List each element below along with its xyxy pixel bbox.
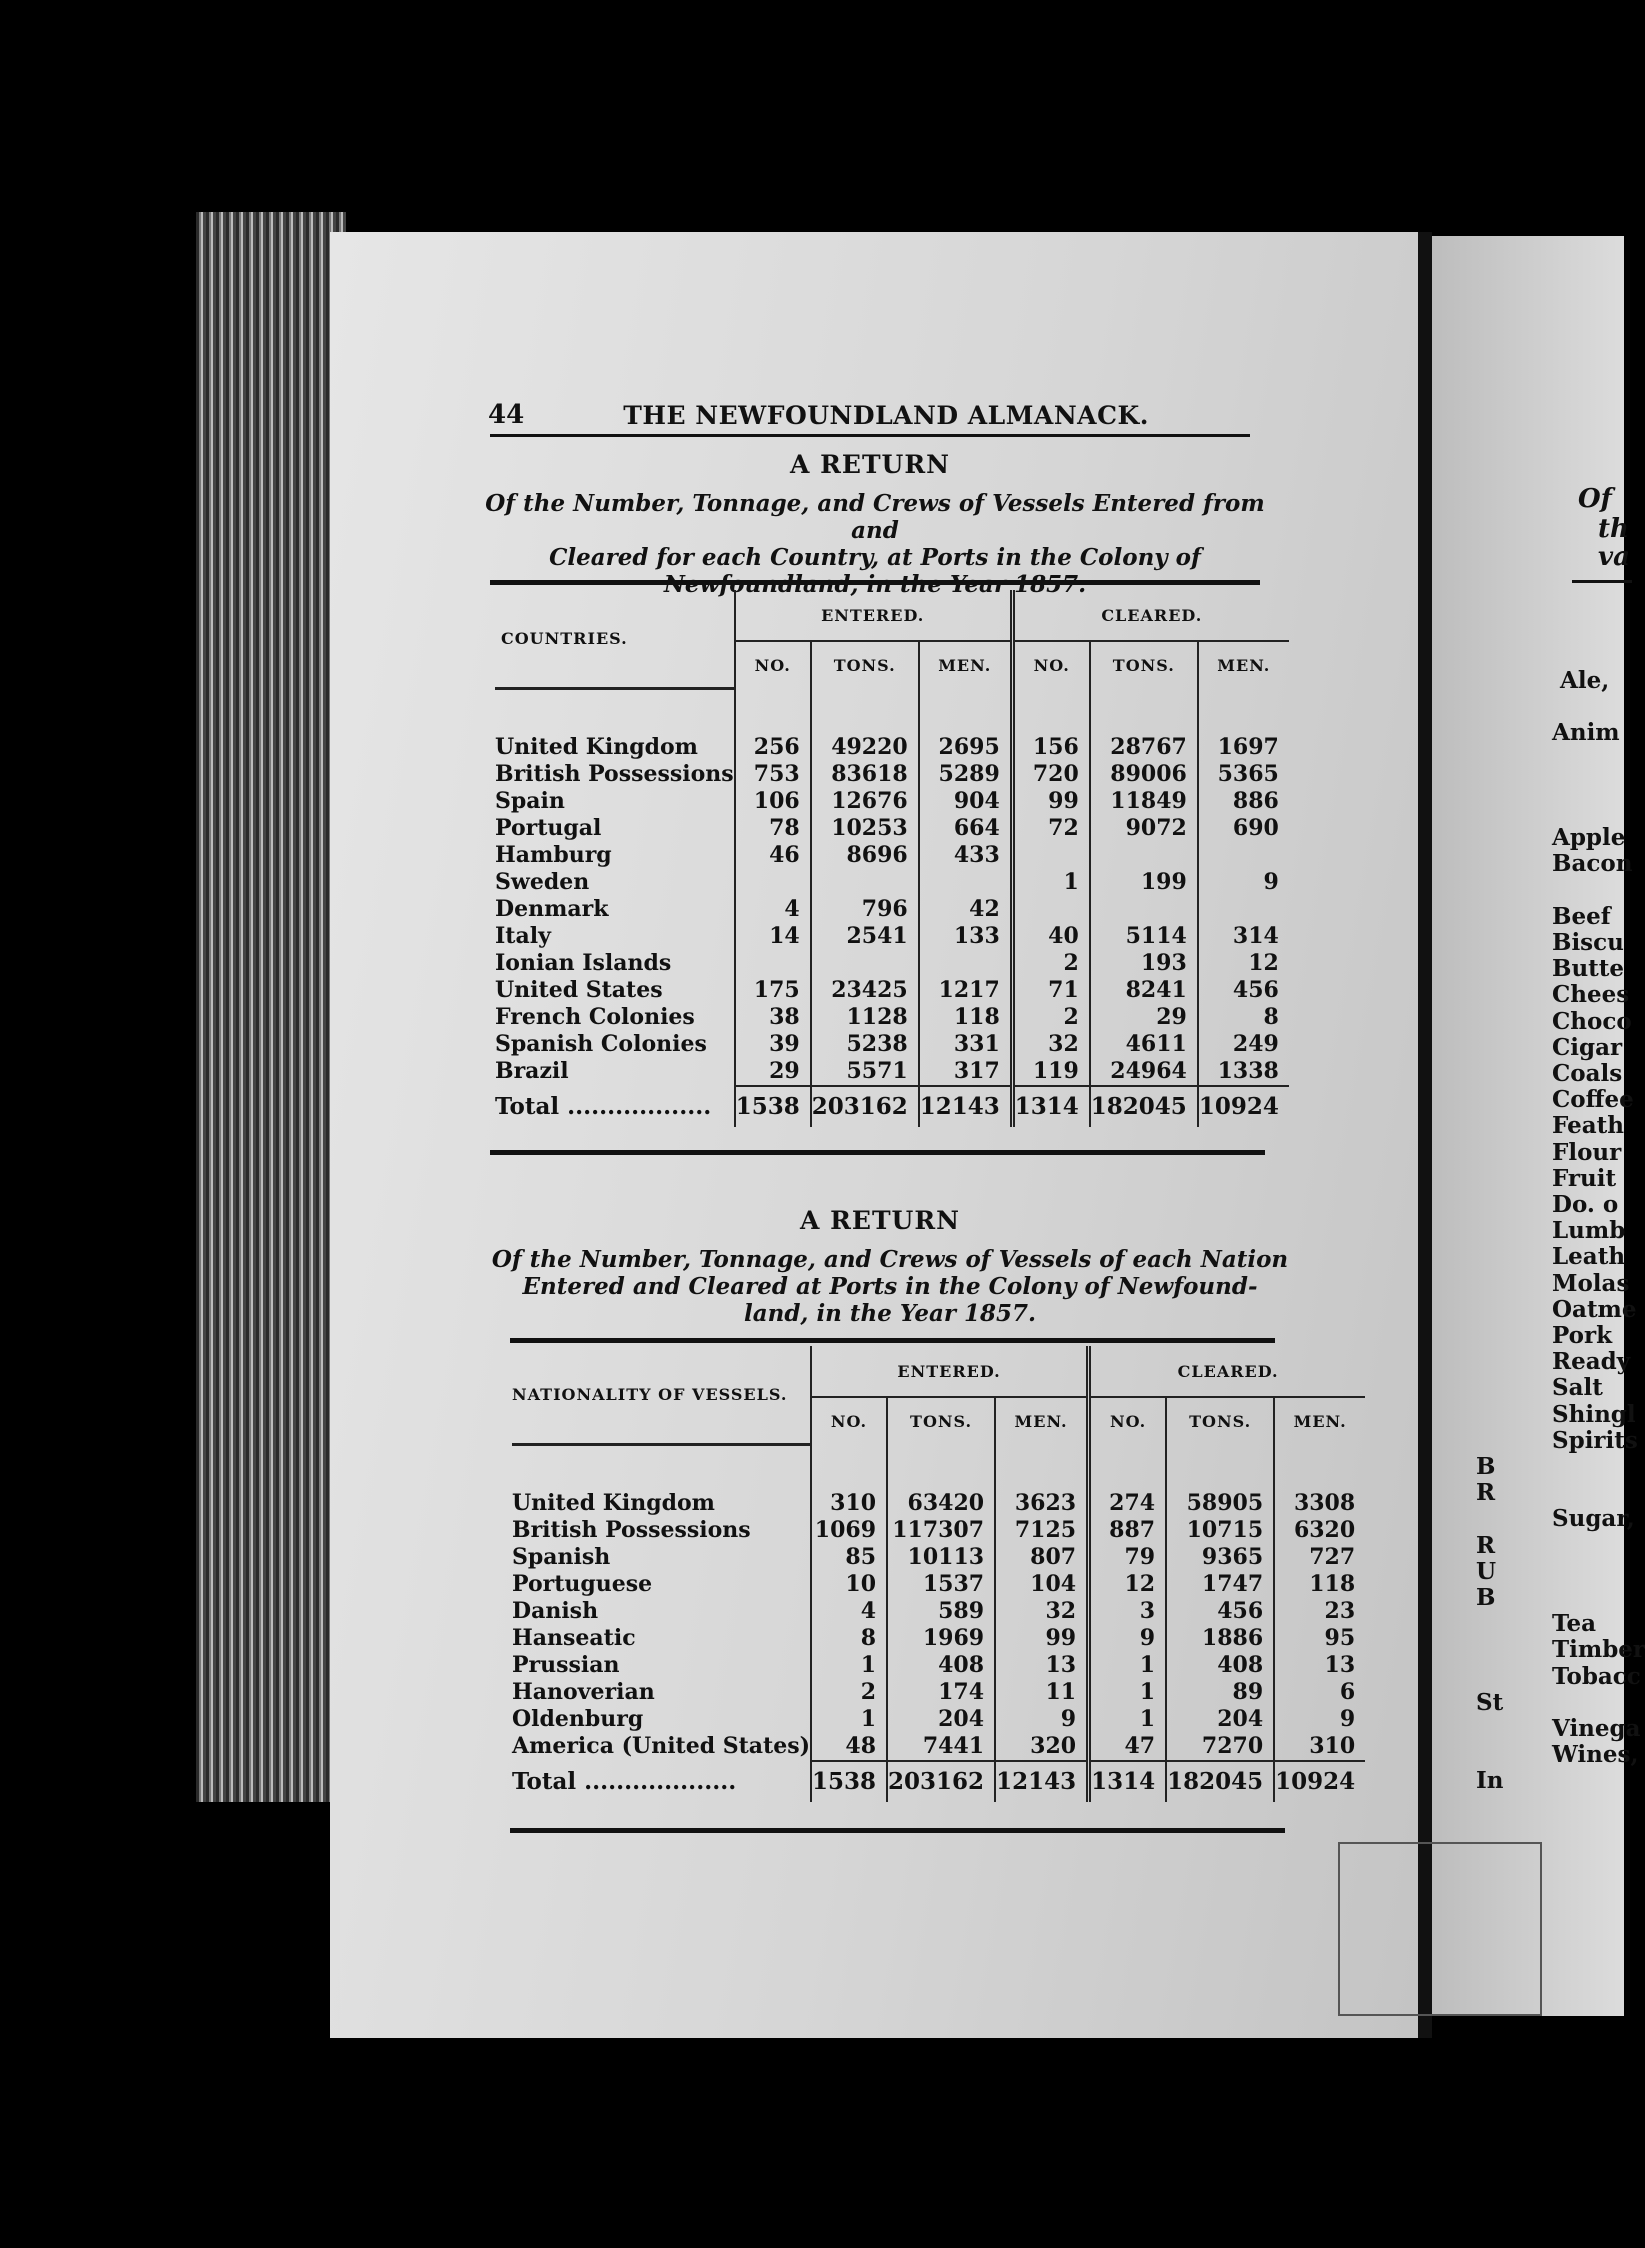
table2-row-name: Prussian	[512, 1651, 620, 1678]
table1-col-header: TONS.	[811, 641, 919, 688]
table2-row	[512, 1598, 1365, 1625]
table2-cell: 118	[1274, 1571, 1365, 1598]
table1-cell: 133	[919, 923, 1013, 950]
table2-cell: 13	[1274, 1652, 1365, 1679]
table2-row-name: Oldenburg	[512, 1705, 644, 1732]
table2-cell: 727	[1274, 1544, 1365, 1571]
table1-row	[495, 734, 1289, 761]
facing-item: Molas	[1552, 1269, 1630, 1297]
facing-item: Spirits	[1552, 1426, 1638, 1454]
table1-spacer-cell	[495, 688, 735, 734]
facing-heading-3: va	[1598, 542, 1630, 572]
table1-cell: 28767	[1090, 734, 1198, 761]
running-title: THE NEWFOUNDLAND ALMANACK.	[623, 401, 1149, 430]
table2-total-cell: 1314	[1089, 1761, 1167, 1802]
facing-item: Beef	[1552, 902, 1611, 930]
table2-row	[512, 1733, 1365, 1761]
facing-heading-1: Of	[1578, 484, 1612, 514]
table1-spacer-cell	[1012, 688, 1090, 734]
table2-heading: A RETURN	[800, 1206, 960, 1235]
table2-cell: 2	[811, 1679, 887, 1706]
table1-cell: 49220	[811, 734, 919, 761]
table2-cell: 104	[995, 1571, 1089, 1598]
table2-cell: 7125	[995, 1517, 1089, 1544]
facing-item: R	[1476, 1531, 1496, 1559]
table2-row	[512, 1490, 1365, 1517]
table1-cell: 8696	[811, 842, 919, 869]
facing-item: Coals	[1552, 1060, 1623, 1087]
table2-row-name: Danish	[512, 1597, 599, 1624]
table1-cell	[919, 869, 1013, 896]
table2-cell: 7441	[887, 1733, 995, 1761]
table1-cell: 42	[919, 896, 1013, 923]
table1-col-header: MEN.	[1198, 641, 1289, 688]
table1-cell: 29	[1090, 1004, 1198, 1031]
table2-cell: 9365	[1166, 1544, 1274, 1571]
table1-cell: 314	[1198, 923, 1289, 950]
table1-cell	[1012, 896, 1090, 923]
table1-cell: 317	[919, 1058, 1013, 1086]
facing-item: Feath	[1552, 1112, 1624, 1140]
table1-cell: 5365	[1198, 761, 1289, 788]
table2-cell: 1747	[1166, 1571, 1274, 1598]
table2-cell: 79	[1089, 1544, 1167, 1571]
table2-col-header: NO.	[811, 1397, 887, 1444]
table1-cell	[811, 869, 919, 896]
table2-cell: 1069	[811, 1517, 887, 1544]
table1-cell: 193	[1090, 950, 1198, 977]
table1-cell	[919, 950, 1013, 977]
table2-cell: 204	[887, 1706, 995, 1733]
table2-cell: 23	[1274, 1598, 1365, 1625]
table1	[495, 590, 1289, 1127]
table2-top-rule	[510, 1338, 1275, 1343]
table1-group-entered: ENTERED.	[735, 590, 1013, 641]
table2-row-name: United Kingdom	[512, 1489, 715, 1516]
table2-cell: 204	[1166, 1706, 1274, 1733]
page-number: 44	[488, 400, 525, 430]
table2-cell: 807	[995, 1544, 1089, 1571]
table1-cell	[1090, 896, 1198, 923]
table2-row-name: Hanoverian	[512, 1678, 655, 1705]
table2-cell: 117307	[887, 1517, 995, 1544]
table1-cell	[1198, 842, 1289, 869]
table2-subtitle-line: Of the Number, Tonnage, and Crews of Vessels of each Nation	[491, 1246, 1289, 1273]
table2-col-header: MEN.	[995, 1397, 1089, 1444]
facing-item: Salt	[1552, 1374, 1603, 1402]
facing-heading-2: th	[1598, 514, 1629, 544]
table2-cell: 85	[811, 1544, 887, 1571]
table1-group-cleared: CLEARED.	[1012, 590, 1289, 641]
table1-spacer-cell	[811, 688, 919, 734]
table2-spacer-cell	[811, 1444, 887, 1490]
facing-item: Oatme	[1552, 1295, 1637, 1323]
table1-cell: 23425	[811, 977, 919, 1004]
table1-cell: 1128	[811, 1004, 919, 1031]
table2-total-cell: 10924	[1274, 1761, 1365, 1802]
header-rule	[490, 434, 1250, 437]
table1-cell: 32	[1012, 1031, 1090, 1058]
table2-cell: 1886	[1166, 1625, 1274, 1652]
table1-row	[495, 1031, 1289, 1058]
table2-cell: 10113	[887, 1544, 995, 1571]
table2-cell: 1	[1089, 1679, 1167, 1706]
table1-cell: 664	[919, 815, 1013, 842]
table1-cell: 720	[1012, 761, 1090, 788]
book-page-edges	[196, 212, 346, 1802]
table2-total-label: Total ...................	[512, 1767, 737, 1795]
table2-cell: 4	[811, 1598, 887, 1625]
table2-cell: 1	[811, 1706, 887, 1733]
table2-spacer-cell	[1089, 1444, 1167, 1490]
table1-cell: 886	[1198, 788, 1289, 815]
running-header	[488, 400, 1248, 430]
table2-cell: 3	[1089, 1598, 1167, 1625]
table1-cell: 40	[1012, 923, 1090, 950]
table1-total-cell: 182045	[1090, 1086, 1198, 1127]
table1-cell: 29	[735, 1058, 811, 1086]
table1-cell: 89006	[1090, 761, 1198, 788]
table1-cell	[1090, 842, 1198, 869]
facing-item: Lumb	[1552, 1217, 1626, 1245]
table1-row	[495, 761, 1289, 788]
table1-cell: 175	[735, 977, 811, 1004]
table2-col-header: NO.	[1089, 1397, 1167, 1444]
table2-total-cell: 12143	[995, 1761, 1089, 1802]
table2-cell: 3623	[995, 1490, 1089, 1517]
table1-row	[495, 1004, 1289, 1031]
table1-cell: 106	[735, 788, 811, 815]
table1-cell: 1697	[1198, 734, 1289, 761]
table2-cell: 32	[995, 1598, 1089, 1625]
table2-col-header: TONS.	[887, 1397, 995, 1444]
table2-cell: 8	[811, 1625, 887, 1652]
table2-row	[512, 1679, 1365, 1706]
table2-cell: 99	[995, 1625, 1089, 1652]
table1-cell: 119	[1012, 1058, 1090, 1086]
facing-item: Vinega	[1552, 1715, 1641, 1742]
table1-cell: 2695	[919, 734, 1013, 761]
facing-item: In	[1476, 1767, 1504, 1795]
table2-subtitle-line: Entered and Cleared at Ports in the Colony of Newfound-	[522, 1273, 1258, 1300]
facing-item: Cigar	[1552, 1033, 1623, 1061]
table1-row-name: United Kingdom	[495, 733, 698, 760]
table2-cell: 310	[1274, 1733, 1365, 1761]
table2-cell: 887	[1089, 1517, 1167, 1544]
table1-cell: 14	[735, 923, 811, 950]
table2-col-header: TONS.	[1166, 1397, 1274, 1444]
table1-cell: 4611	[1090, 1031, 1198, 1058]
table1-row	[495, 788, 1289, 815]
table2-cell: 12	[1089, 1571, 1167, 1598]
table1-row-name: Sweden	[495, 868, 590, 895]
table1-row	[495, 896, 1289, 923]
table2-row	[512, 1517, 1365, 1544]
table1-cell	[1012, 842, 1090, 869]
table1-cell	[1198, 896, 1289, 923]
table1-total-cell: 12143	[919, 1086, 1013, 1127]
table1-cell: 256	[735, 734, 811, 761]
table1-row-name: Spain	[495, 787, 565, 814]
facing-item: St	[1476, 1688, 1504, 1716]
table1-cell: 71	[1012, 977, 1090, 1004]
table2-cell: 58905	[1166, 1490, 1274, 1517]
table1-cell: 8241	[1090, 977, 1198, 1004]
table1-cell: 753	[735, 761, 811, 788]
facing-item: R	[1476, 1479, 1496, 1507]
table2-cell: 47	[1089, 1733, 1167, 1761]
facing-item: Butte	[1552, 955, 1625, 983]
facing-item: Flour	[1552, 1138, 1622, 1166]
table2-cell: 6320	[1274, 1517, 1365, 1544]
table1-row-name: Spanish Colonies	[495, 1030, 707, 1057]
table1-col-header: NO.	[735, 641, 811, 688]
table2-row-name: British Possessions	[512, 1516, 751, 1543]
table2-bottom-rule	[510, 1828, 1285, 1833]
facing-item: Timber	[1552, 1636, 1645, 1664]
table2-cell: 408	[887, 1652, 995, 1679]
table2-cell: 48	[811, 1733, 887, 1761]
table1-row-name: Brazil	[495, 1058, 569, 1084]
facing-item: Bacon	[1552, 850, 1633, 878]
table1-cell: 78	[735, 815, 811, 842]
table2-cell: 95	[1274, 1625, 1365, 1652]
book-gutter	[1418, 232, 1432, 2038]
table2-cell: 320	[995, 1733, 1089, 1761]
table2-cell: 89	[1166, 1679, 1274, 1706]
facing-item: Anim	[1552, 719, 1620, 747]
facing-item: Tea	[1552, 1610, 1597, 1638]
table2-group-entered: ENTERED.	[811, 1346, 1089, 1397]
table1-cell: 46	[735, 842, 811, 869]
table1-row	[495, 950, 1289, 977]
table1-row-name: French Colonies	[495, 1003, 695, 1030]
facing-item: Ale,	[1560, 667, 1610, 694]
facing-item: Shingl	[1552, 1400, 1636, 1428]
table2-total-cell: 1538	[811, 1761, 887, 1802]
table2-spacer-cell	[995, 1444, 1089, 1490]
table2-spacer-cell	[887, 1444, 995, 1490]
table2	[512, 1346, 1365, 1802]
table1-spacer-row	[495, 688, 1289, 734]
table1-cell: 433	[919, 842, 1013, 869]
table2-total-row	[512, 1761, 1365, 1802]
table2-cell: 1537	[887, 1571, 995, 1598]
table1-cell: 5238	[811, 1031, 919, 1058]
table1-total-cell: 1314	[1012, 1086, 1090, 1127]
table1-cell: 39	[735, 1031, 811, 1058]
table2-row	[512, 1652, 1365, 1679]
table1-total-cell: 203162	[811, 1086, 919, 1127]
facing-item: Leath	[1552, 1243, 1626, 1271]
table1-col-header: TONS.	[1090, 641, 1198, 688]
table1-spacer-cell	[1198, 688, 1289, 734]
facing-page	[1432, 236, 1645, 2016]
facing-item: U	[1476, 1557, 1497, 1585]
table2-row	[512, 1571, 1365, 1598]
table2-cell: 9	[1274, 1706, 1365, 1733]
table2-spacer-row	[512, 1444, 1365, 1490]
table1-row	[495, 977, 1289, 1004]
table1-row-name: British Possessions	[495, 760, 734, 787]
table1-cell: 12	[1198, 950, 1289, 977]
table1-row-name: United States	[495, 976, 663, 1003]
table2-cell: 6	[1274, 1679, 1365, 1706]
table2-total-cell: 182045	[1166, 1761, 1274, 1802]
table2-row-name: Spanish	[512, 1543, 611, 1570]
table2-cell: 174	[887, 1679, 995, 1706]
table1-spacer-cell	[735, 688, 811, 734]
table1-row	[495, 842, 1289, 869]
table1-cell: 1217	[919, 977, 1013, 1004]
table2-cell: 408	[1166, 1652, 1274, 1679]
facing-item: Ready	[1552, 1348, 1631, 1376]
facing-item: B	[1476, 1453, 1496, 1480]
table1-cell: 2541	[811, 923, 919, 950]
table2-cell: 1	[811, 1652, 887, 1679]
table1-spacer-cell	[1090, 688, 1198, 734]
table2-row	[512, 1706, 1365, 1733]
table2-cell: 310	[811, 1490, 887, 1517]
table1-cell	[735, 950, 811, 977]
table1-row	[495, 923, 1289, 950]
table1-cell: 11849	[1090, 788, 1198, 815]
facing-item: Coffee	[1552, 1086, 1634, 1114]
table2-spacer-cell	[1274, 1444, 1365, 1490]
table1-cell: 38	[735, 1004, 811, 1031]
facing-item: Chees	[1552, 981, 1630, 1009]
table1-total-cell: 1538	[735, 1086, 811, 1127]
table1-cell: 796	[811, 896, 919, 923]
table2-cell: 10	[811, 1571, 887, 1598]
facing-item: Apple	[1552, 824, 1626, 852]
table2-col-header: MEN.	[1274, 1397, 1365, 1444]
table1-cell: 2	[1012, 950, 1090, 977]
table1-cell: 156	[1012, 734, 1090, 761]
table2-total-cell: 203162	[887, 1761, 995, 1802]
table1-total-label: Total ..................	[495, 1092, 712, 1120]
table2-row	[512, 1544, 1365, 1571]
table2-cell: 1	[1089, 1652, 1167, 1679]
table1-row	[495, 815, 1289, 842]
page-corner-mark	[1338, 1842, 1542, 2016]
table1-cell: 904	[919, 788, 1013, 815]
table2-first-col-header: NATIONALITY OF VESSELS.	[512, 1384, 788, 1404]
table1-cell: 9072	[1090, 815, 1198, 842]
table2-subtitle	[490, 1246, 1290, 1327]
facing-item: Sugar,	[1552, 1505, 1635, 1533]
table2-cell: 9	[995, 1706, 1089, 1733]
table1-total-row	[495, 1086, 1289, 1127]
table1-row-name: Italy	[495, 922, 551, 949]
table1-cell: 83618	[811, 761, 919, 788]
table1-cell: 8	[1198, 1004, 1289, 1031]
table1-cell: 24964	[1090, 1058, 1198, 1086]
table1-total-cell: 10924	[1198, 1086, 1289, 1127]
table2-cell: 7270	[1166, 1733, 1274, 1761]
table2-cell: 10715	[1166, 1517, 1274, 1544]
table2-cell: 456	[1166, 1598, 1274, 1625]
facing-item: Tobacc	[1552, 1662, 1641, 1690]
table1-top-rule	[490, 580, 1260, 585]
table2-cell: 1	[1089, 1706, 1167, 1733]
table1-subtitle-line: Of the Number, Tonnage, and Crews of Vessels Entered from and	[485, 490, 1265, 544]
table1-cell: 2	[1012, 1004, 1090, 1031]
facing-item: Fruit	[1552, 1164, 1617, 1192]
facing-item: B	[1476, 1584, 1496, 1611]
table1-cell: 5114	[1090, 923, 1198, 950]
table1-cell: 1	[1012, 869, 1090, 896]
table2-cell: 1969	[887, 1625, 995, 1652]
table1-cell: 456	[1198, 977, 1289, 1004]
table1-cell: 5289	[919, 761, 1013, 788]
facing-item: Choco	[1552, 1007, 1632, 1035]
table1-cell: 199	[1090, 869, 1198, 896]
table2-spacer-cell	[1166, 1444, 1274, 1490]
table1-cell: 118	[919, 1004, 1013, 1031]
table1-row	[495, 869, 1289, 896]
facing-rule	[1572, 580, 1632, 583]
facing-item: Biscu	[1552, 929, 1624, 956]
facing-item: Do. o	[1552, 1191, 1619, 1218]
table1-cell	[811, 950, 919, 977]
table1-row	[495, 1058, 1289, 1086]
table1-cell: 5571	[811, 1058, 919, 1086]
table2-spacer-cell	[512, 1444, 811, 1490]
table1-cell: 9	[1198, 869, 1289, 896]
table1-col-header: MEN.	[919, 641, 1013, 688]
table1-cell: 4	[735, 896, 811, 923]
table1-bottom-rule	[490, 1150, 1265, 1155]
table1-spacer-cell	[919, 688, 1013, 734]
table2-cell: 63420	[887, 1490, 995, 1517]
table1-subtitle-line: Cleared for each Country, at Ports in the Colony of	[549, 544, 1201, 571]
table1-cell: 12676	[811, 788, 919, 815]
table2-group-cleared: CLEARED.	[1089, 1346, 1366, 1397]
table2-cell: 589	[887, 1598, 995, 1625]
table1-heading: A RETURN	[790, 450, 950, 479]
table2-row-name: Portuguese	[512, 1570, 653, 1597]
table1-cell	[735, 869, 811, 896]
table1-cell: 249	[1198, 1031, 1289, 1058]
table1-cell: 1338	[1198, 1058, 1289, 1086]
table1-cell: 690	[1198, 815, 1289, 842]
table1-row-name: Ionian Islands	[495, 949, 672, 976]
table2-subtitle-line: land, in the Year 1857.	[743, 1300, 1036, 1327]
table1-cell: 99	[1012, 788, 1090, 815]
table1-row-name: Hamburg	[495, 841, 612, 868]
table2-cell: 9	[1089, 1625, 1167, 1652]
table1-cell: 10253	[811, 815, 919, 842]
table2-cell: 3308	[1274, 1490, 1365, 1517]
table2-row-name: Hanseatic	[512, 1624, 636, 1651]
table1-row-name: Portugal	[495, 814, 602, 841]
table2-row-name: America (United States)	[512, 1733, 811, 1759]
table2-cell: 13	[995, 1652, 1089, 1679]
table1-cell: 72	[1012, 815, 1090, 842]
table1-row-name: Denmark	[495, 895, 609, 922]
table2-cell: 11	[995, 1679, 1089, 1706]
table1-first-col-header: COUNTRIES.	[501, 628, 628, 648]
table1-cell: 331	[919, 1031, 1013, 1058]
table1-col-header: NO.	[1012, 641, 1090, 688]
table2-row	[512, 1625, 1365, 1652]
facing-item: Wines,	[1552, 1741, 1639, 1769]
table2-cell: 274	[1089, 1490, 1167, 1517]
facing-item: Pork	[1552, 1322, 1613, 1349]
